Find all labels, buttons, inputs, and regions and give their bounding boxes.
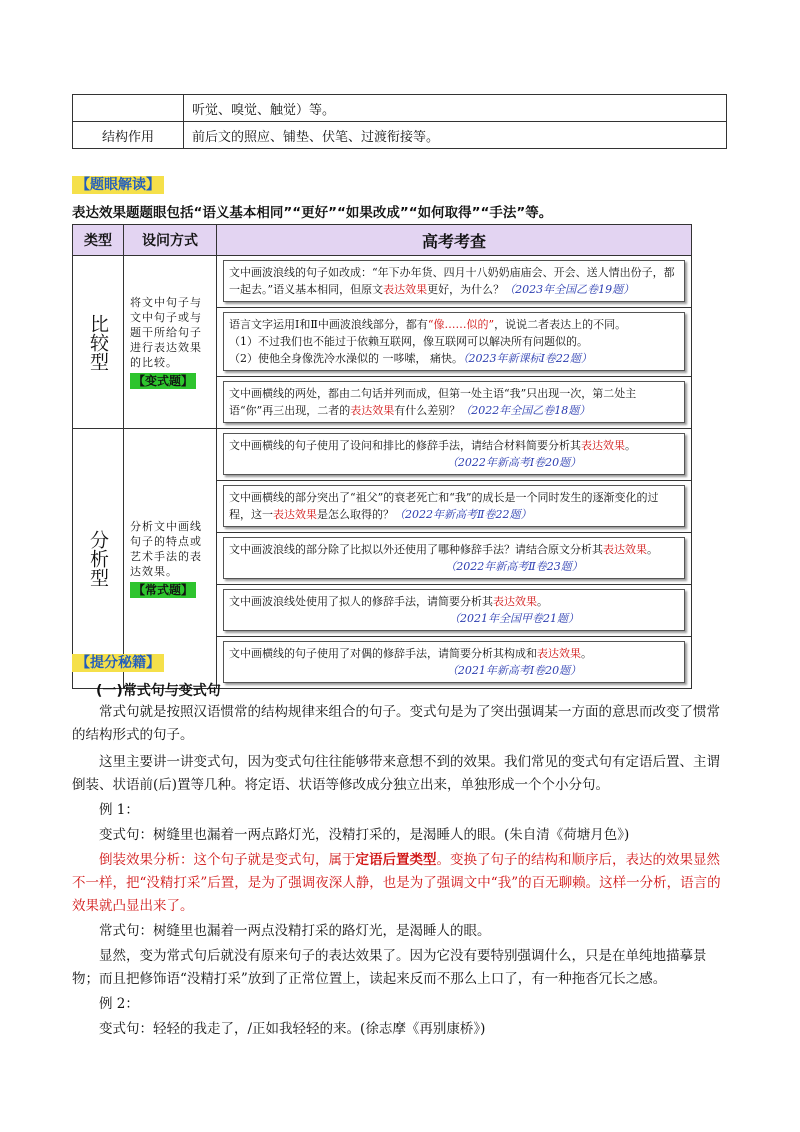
question-item: 语言文字运用Ⅰ和Ⅱ中画波浪线部分，都有“像……似的”，说说二者表达上的不同。 （1）不过我们也不能过于依赖互联网，像互联网可以解决所有问题似的。 （2）使他全身像洗冷水澡似的 一哆嗦， 痛快。（2023年新课标Ⅰ卷22题） bbox=[223, 312, 685, 371]
ask-compare: 将文中句子与文中句子或与题干所给句子进行表达效果的比较。 【变式题】 bbox=[124, 256, 217, 429]
paragraph: 显然，变为常式句后就没有原来句子的表达效果了。因为它没有要特别强调什么，只是在单纯地描摹景物；而且把修饰语“没精打采”放到了正常位置上，读起来反而不那么上口了，有一种拖沓冗长之感。 bbox=[72, 948, 707, 987]
source-citation: （2023年新课标Ⅰ卷22题） bbox=[463, 352, 592, 365]
question-item: 文中画横线的部分突出了“祖父”的衰老死亡和“我”的成长是一个同时发生的逐渐变化的过程，这一表达效果是怎么取得的？（2022年新高考Ⅱ卷22题） bbox=[223, 485, 685, 527]
subsection-title: (一)常式句与变式句 bbox=[96, 683, 221, 699]
table-row bbox=[73, 122, 727, 149]
example-label: 例 1： bbox=[99, 802, 139, 818]
section-tag-tips: 【提分秘籍】 bbox=[72, 652, 164, 672]
section-tag-question-eye: 【题眼解读】 bbox=[72, 174, 164, 194]
question-item: 文中画横线的两处，都由二句话并列而成，但第一处主语“我”只出现一次，第二处主语“你”再三出现，二者的表达效果有什么差别？（2022年全国乙卷18题） bbox=[223, 381, 685, 423]
source-citation: （2022年新高考Ⅱ卷22题） bbox=[394, 508, 532, 521]
question-item: 文中画波浪线的句子如改成：“年下办年货、四月十八奶奶庙庙会、开会、送人情出份子，都一起去。”语义基本相同，但原文表达效果更好，为什么？（2023年全国乙卷19题） bbox=[223, 260, 685, 302]
paragraph: 这里主要讲一讲变式句，因为变式句往往能够带来意想不到的效果。我们常见的变式句有定语后置、主谓倒装、状语前(后)置等几种。将定语、状语等修改成分独立出来，单独形成一个个小分句。 bbox=[72, 754, 720, 793]
top-table bbox=[72, 94, 727, 149]
example-label: 例 2： bbox=[99, 996, 139, 1012]
row-content: 听觉、嗅觉、触觉）等。 bbox=[184, 95, 727, 122]
exam-table bbox=[72, 224, 692, 689]
row-label bbox=[73, 95, 184, 122]
section-intro: 表达效果题题眼包括“语义基本相同”“更好”“如果改成”“如何取得”“手法”等。 bbox=[72, 205, 553, 221]
variant-sentence: 变式句：树缝里也漏着一两点路灯光，没精打采的，是渴睡人的眼。(朱自清《荷塘月色》) bbox=[99, 827, 630, 843]
source-citation: （2021年全国甲卷21题） bbox=[449, 612, 579, 625]
header-type: 类型 bbox=[73, 225, 124, 256]
header-exam: 高考考查 bbox=[217, 225, 692, 256]
source-citation: （2021年新高考Ⅰ卷20题） bbox=[446, 664, 582, 677]
source-citation: （2022年全国乙卷18题） bbox=[460, 404, 591, 417]
variant-sentence: 变式句：轻轻的我走了，/正如我轻轻的来。(徐志摩《再别康桥》) bbox=[99, 1021, 486, 1037]
paragraph: 常式句就是按照汉语惯常的结构规律来组合的句子。变式句是为了突出强调某一方面的意思而改变了惯常的结构形式的句子。 bbox=[72, 704, 720, 743]
row-content: 前后文的照应、铺垫、伏笔、过渡衔接等。 bbox=[184, 122, 727, 149]
normal-tag: 【常式题】 bbox=[130, 582, 196, 598]
row-label: 结构作用 bbox=[73, 122, 184, 149]
inversion-analysis: 倒装效果分析：这个句子就是变式句，属于定语后置类型。变换了句子的结构和顺序后，表达的效果显然不一样，把“没精打采”后置，是为了强调夜深人静，也是为了强调文中“我”的百无聊赖。这样一分析，语言的效果就凸显出来了。 bbox=[72, 852, 721, 914]
ask-analyze: 分析文中画线句子的特点或艺术手法的表达效果。 【常式题】 bbox=[124, 429, 217, 689]
source-citation: （2022年新高考Ⅰ卷20题） bbox=[446, 456, 582, 469]
header-row bbox=[73, 225, 692, 256]
type-compare: 比较型 bbox=[73, 256, 124, 429]
source-citation: （2023年全国乙卷19题） bbox=[504, 283, 635, 296]
body-text bbox=[72, 701, 730, 1041]
normal-sentence: 常式句：树缝里也漏着一两点没精打采的路灯光，是渴睡人的眼。 bbox=[99, 923, 491, 939]
question-item: 文中画横线的句子使用了对偶的修辞手法，请简要分析其构成和表达效果。 （2021年新高考Ⅰ卷20题） bbox=[223, 641, 685, 683]
variant-tag: 【变式题】 bbox=[130, 373, 196, 389]
question-item: 文中画波浪线处使用了拟人的修辞手法，请简要分析其表达效果。 （2021年全国甲卷21题） bbox=[223, 589, 685, 631]
source-citation: （2022年新高考Ⅱ卷23题） bbox=[445, 560, 583, 573]
table-row bbox=[73, 429, 692, 481]
question-item: 文中画波浪线的部分除了比拟以外还使用了哪种修辞手法？请结合原文分析其表达效果。 （2022年新高考Ⅱ卷23题） bbox=[223, 537, 685, 579]
question-item: 文中画横线的句子使用了设问和排比的修辞手法，请结合材料简要分析其表达效果。 （2022年新高考Ⅰ卷20题） bbox=[223, 433, 685, 475]
table-row bbox=[73, 256, 692, 308]
table-row bbox=[73, 95, 727, 122]
type-analyze: 分析型 bbox=[73, 429, 124, 689]
header-ask: 设问方式 bbox=[124, 225, 217, 256]
